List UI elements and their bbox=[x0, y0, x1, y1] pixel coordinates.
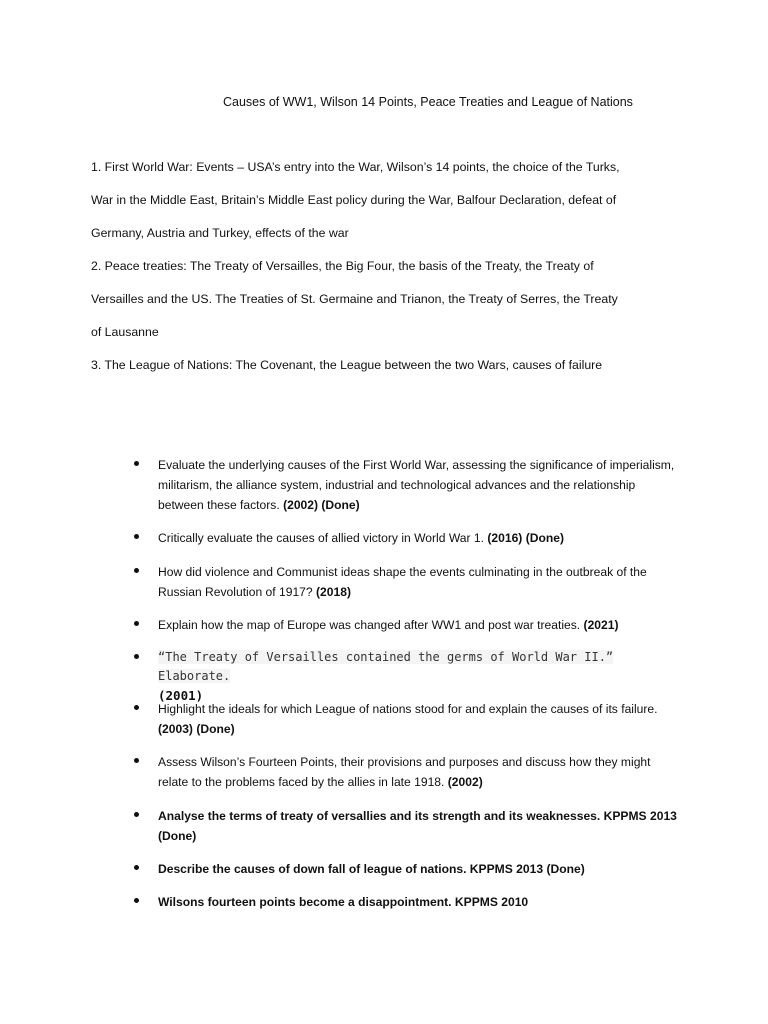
bullet-icon bbox=[134, 705, 139, 710]
question-body: Analyse the terms of treaty of versallies and its strength and its weaknesses. KPPMS 2013 (Done) bbox=[158, 809, 677, 843]
question-body: Critically evaluate the causes of allied victory in World War 1. bbox=[158, 531, 484, 545]
bullet-icon bbox=[134, 812, 139, 817]
question-body: Evaluate the underlying causes of the First World War, assessing the significance of imperialism, militarism, the alliance system, industrial and technological advances and the relationship between these factors. bbox=[158, 458, 675, 512]
question-text bbox=[158, 455, 678, 515]
question-body: Assess Wilson’s Fourteen Points, their provisions and purposes and discuss how they might relate to the problems faced by the allies in late 1918. bbox=[158, 755, 651, 789]
question-year: (2021) bbox=[583, 618, 619, 632]
syllabus-line: Germany, Austria and Turkey, effects of the war bbox=[91, 226, 349, 240]
question-body: Highlight the ideals for which League of nations stood for and explain the causes of its failure. bbox=[158, 702, 658, 716]
question-text bbox=[158, 859, 678, 879]
syllabus-line: 3. The League of Nations: The Covenant, the League between the two Wars, causes of failure bbox=[91, 358, 603, 372]
bullet-icon bbox=[134, 568, 139, 573]
question-year: (2002) (Done) bbox=[283, 498, 360, 512]
question-text bbox=[158, 806, 678, 846]
question-body: How did violence and Communist ideas shape the events culminating in the outbreak of the Russian Revolution of 1917? bbox=[158, 565, 647, 599]
question-year: (2002) bbox=[447, 775, 483, 789]
bullet-icon bbox=[134, 758, 139, 763]
question-text bbox=[158, 752, 678, 792]
syllabus-line: 1. First World War: Events – USA’s entry into the War, Wilson’s 14 points, the choice of the Turks, bbox=[91, 160, 620, 174]
question-body: Explain how the map of Europe was changed after WW1 and post war treaties. bbox=[158, 618, 581, 632]
question-text bbox=[158, 528, 678, 548]
syllabus-line: 2. Peace treaties: The Treaty of Versailles, the Big Four, the basis of the Treaty, the Treaty of bbox=[91, 259, 594, 273]
bullet-icon bbox=[134, 654, 139, 659]
question-text bbox=[158, 892, 678, 912]
bullet-icon bbox=[134, 865, 139, 870]
question-text bbox=[158, 648, 678, 706]
bullet-icon bbox=[134, 898, 139, 903]
question-text bbox=[158, 699, 678, 739]
question-text bbox=[158, 615, 678, 635]
question-year: (2003) (Done) bbox=[158, 722, 235, 736]
question-body: “The Treaty of Versailles contained the germs of World War II.” Elaborate. bbox=[158, 650, 614, 683]
question-body: Describe the causes of down fall of league of nations. KPPMS 2013 (Done) bbox=[158, 862, 585, 876]
syllabus-line: War in the Middle East, Britain’s Middle East policy during the War, Balfour Declaration, defeat of bbox=[91, 193, 617, 207]
bullet-icon bbox=[134, 534, 139, 539]
question-year: (2001) bbox=[158, 688, 204, 703]
question-year: (2016) (Done) bbox=[487, 531, 564, 545]
question-text bbox=[158, 562, 678, 602]
bullet-icon bbox=[134, 621, 139, 626]
question-year: (2018) bbox=[316, 585, 351, 599]
syllabus-line: of Lausanne bbox=[91, 325, 159, 339]
document-title: Causes of WW1, Wilson 14 Points, Peace Treaties and League of Nations bbox=[223, 95, 633, 109]
question-body: Wilsons fourteen points become a disappointment. KPPMS 2010 bbox=[158, 895, 529, 909]
syllabus-line: Versailles and the US. The Treaties of St. Germaine and Trianon, the Treaty of Serres, the Treaty bbox=[91, 292, 618, 306]
bullet-icon bbox=[134, 461, 139, 466]
